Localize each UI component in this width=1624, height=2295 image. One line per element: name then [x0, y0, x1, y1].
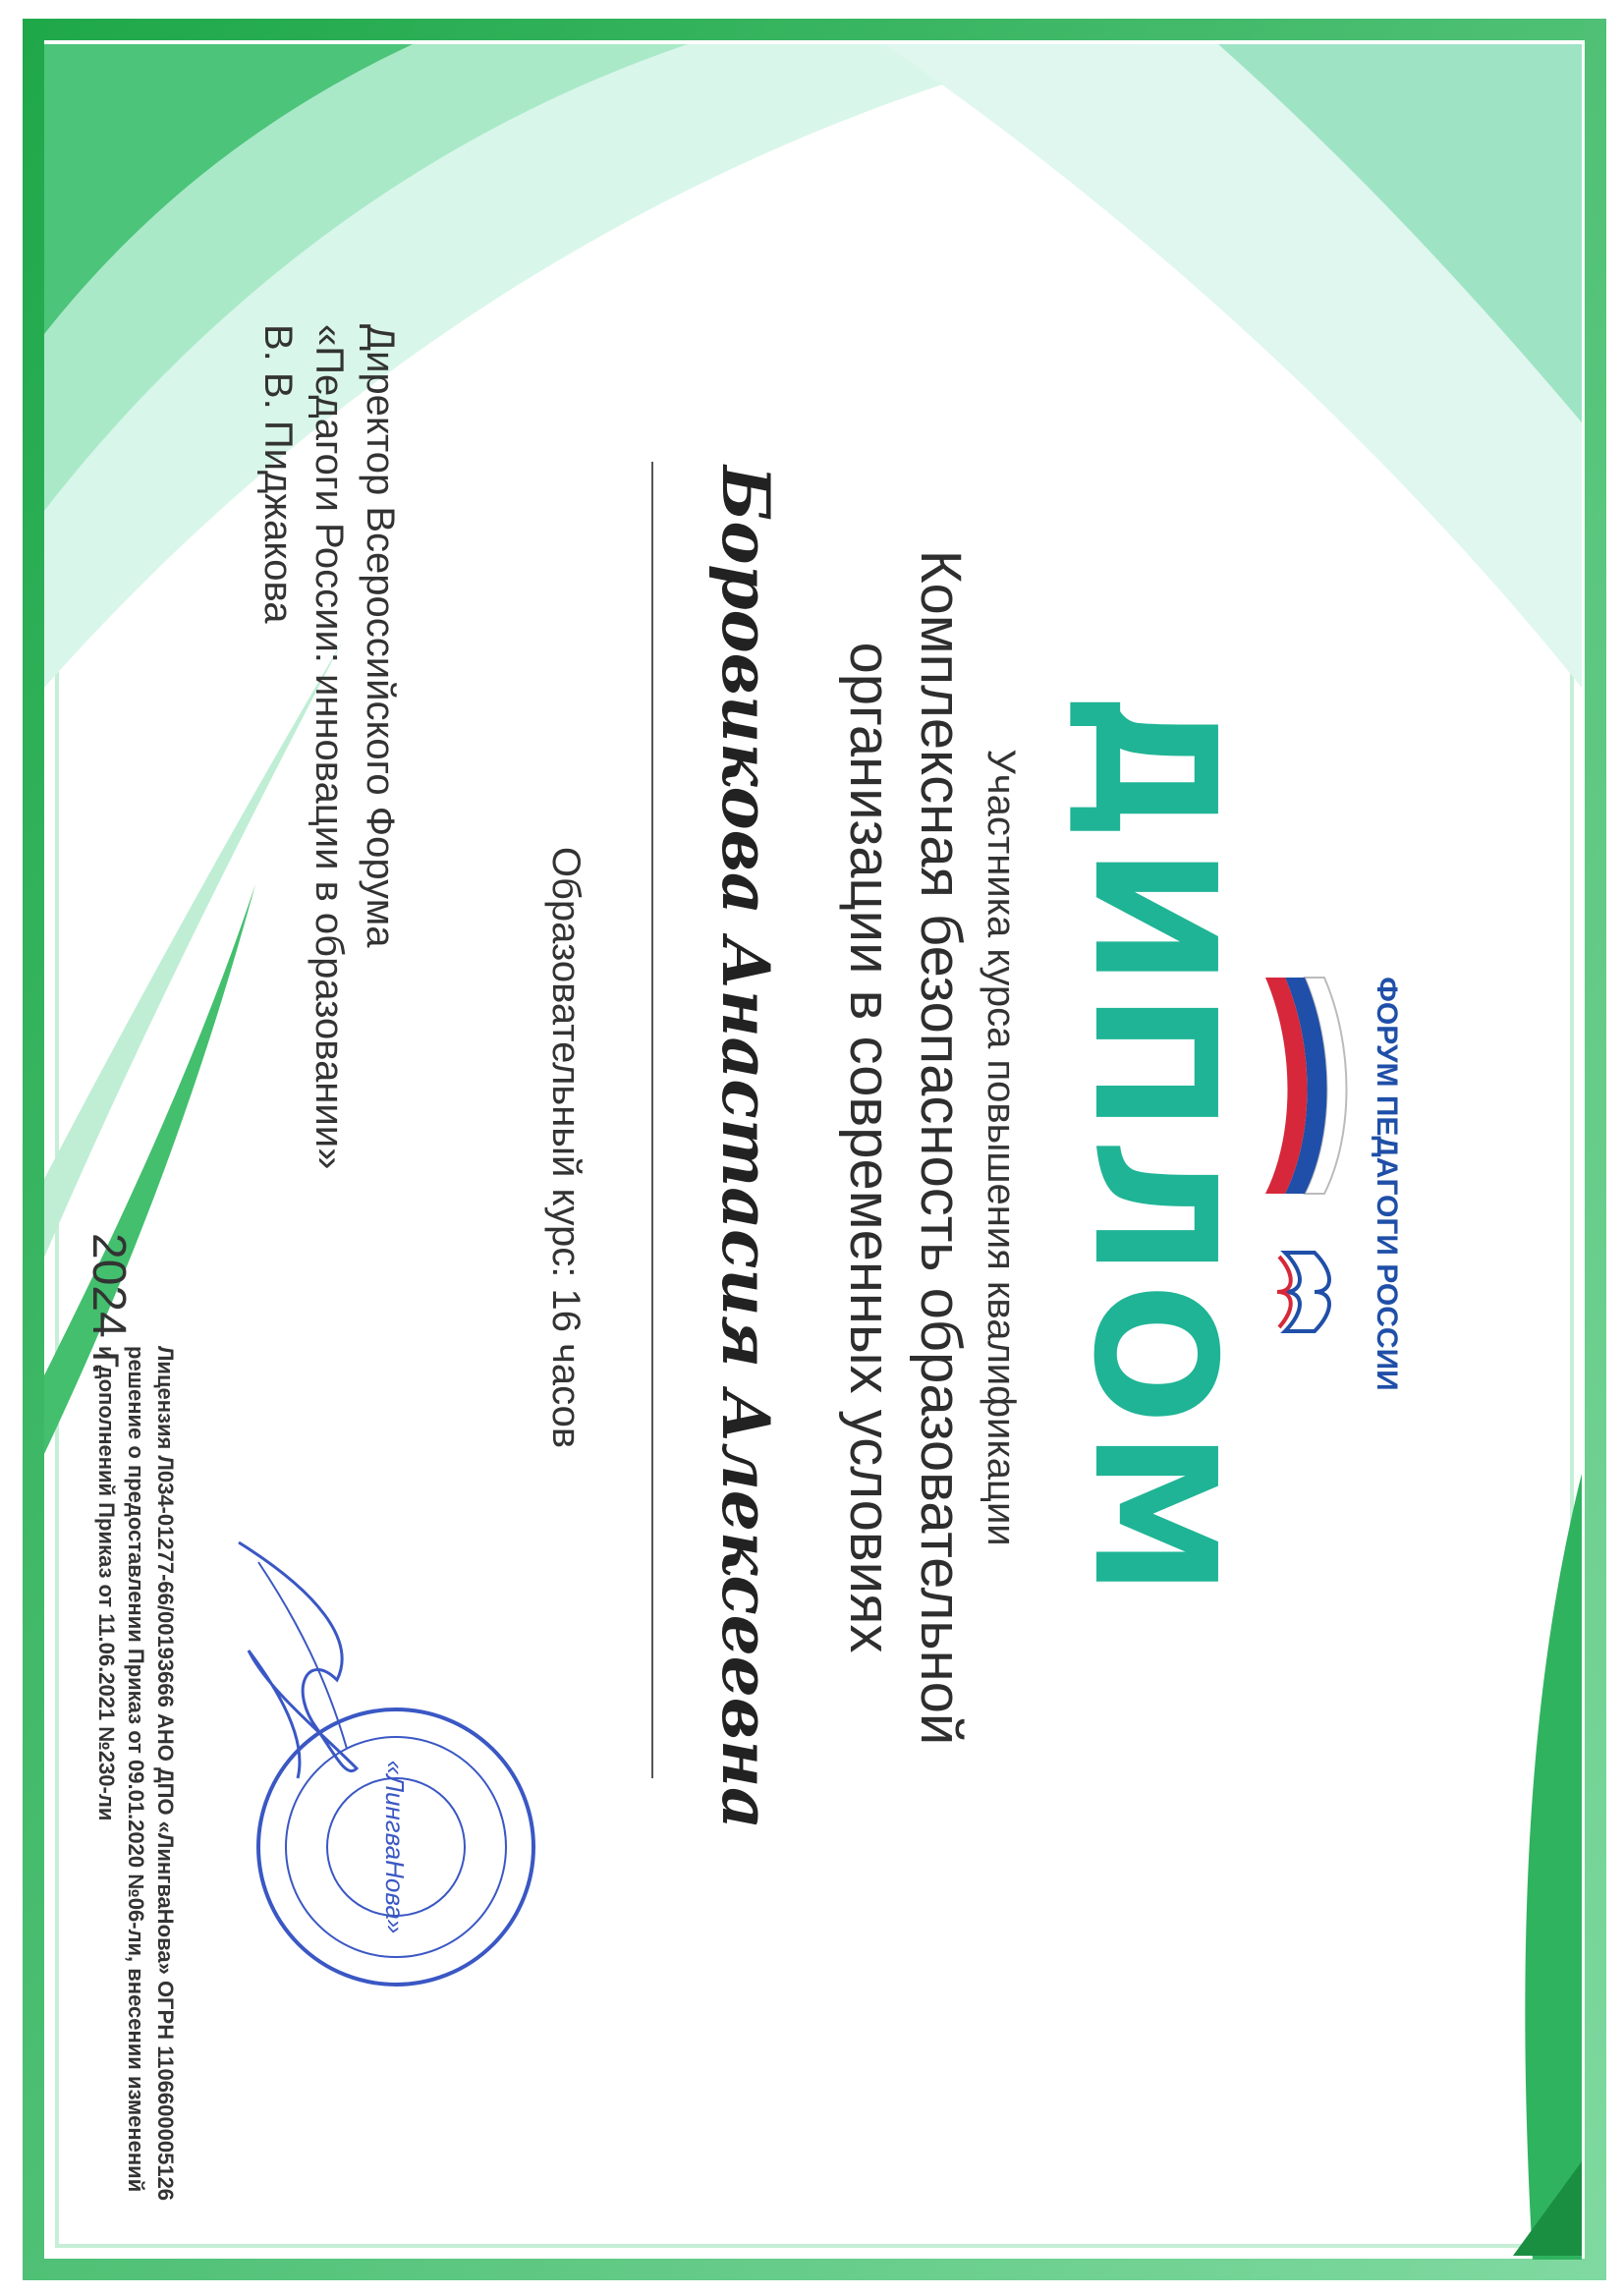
- course-title-line2: организации в современных условиях: [838, 642, 902, 1653]
- license-line2: решение о предоставлении Приказ от 09.01.2020 №06-ли, внесении изменений: [124, 1346, 148, 2193]
- diploma-title: ДИПЛОМ: [1056, 692, 1251, 1603]
- director-line1: Директор Всероссийского Форума: [359, 324, 402, 948]
- license-line1: Лицензия Л034-01277-66/00193666 АНО ДПО «ЛингваНова» ОГРН 1106600005126: [153, 1346, 178, 2202]
- license-block: [91, 1346, 180, 2201]
- logo-text: ФОРУМ ПЕДАГОГИ РОССИИ: [1371, 977, 1403, 1391]
- director-line3: В. В. Пиджакова: [256, 324, 300, 624]
- stamp-label: «ЛингваНова»: [380, 1760, 410, 1934]
- license-line3: и дополнений Приказ от 11.06.2021 №230-ли: [94, 1346, 119, 1821]
- name-underline: [651, 462, 653, 1778]
- issue-year: 2024 г.: [83, 1233, 135, 1376]
- course-title-line1: Комплексная безопасность образовательной: [909, 549, 973, 1746]
- recipient-name: Боровикова Анастасия Алексеевна: [707, 466, 784, 1829]
- director-block: [252, 324, 406, 1169]
- director-line2: «Педагоги России: инновации в образовании»: [308, 324, 351, 1170]
- course-hours: Образовательный курс: 16 часов: [544, 846, 588, 1449]
- round-seal-icon: [249, 1700, 543, 1994]
- diploma-subtitle: Участника курса повышения квалификации: [980, 749, 1023, 1546]
